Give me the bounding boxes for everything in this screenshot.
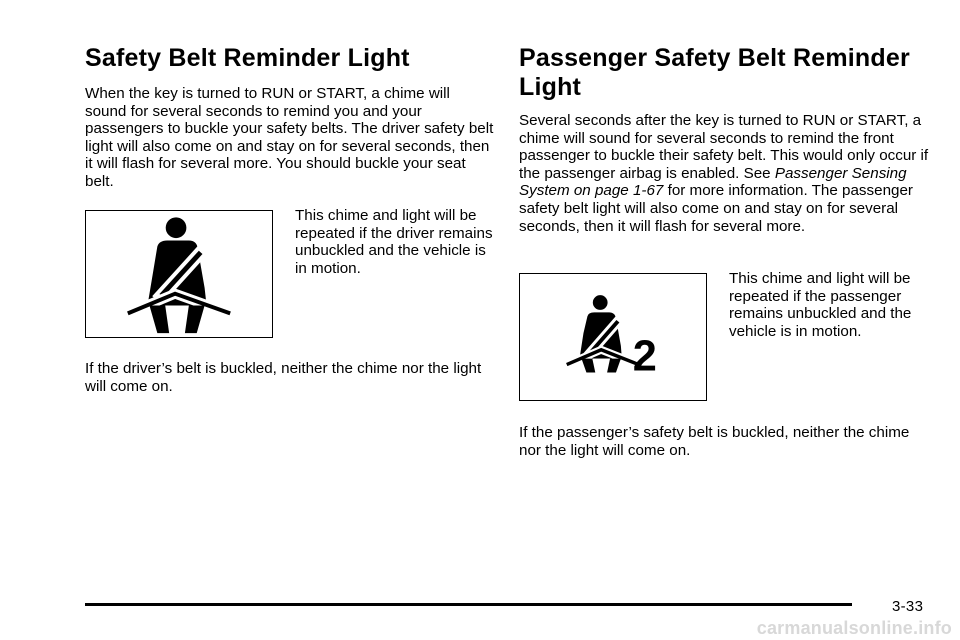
- passenger-side-paragraph: This chime and light will be repeated if the passenger remains unbuckled and the vehicle is in motion.: [729, 270, 912, 340]
- passenger-sensing-reference: Passenger Sensing System on page 1-67: [519, 164, 907, 200]
- watermark-text: carmanualsonline.info: [756, 618, 952, 638]
- driver-outro-paragraph: If the driver’s belt is buckled, neither the chime nor the light will come on.: [85, 360, 482, 395]
- passenger-seatbelt-figure: [519, 273, 707, 401]
- driver-side-paragraph: This chime and light will be repeated if the driver remains unbuckled and the vehicle is in motion.: [295, 207, 493, 277]
- section-heading-driver: Safety Belt Reminder Light: [85, 44, 410, 72]
- passenger-intro-text-a: Several seconds after the key is turned to RUN or START, a chime will sound for several seconds to remind the front passenger to buckle their safety belt. This would only occur if the passenger airbag is enabled. See: [519, 112, 929, 182]
- footer-rule: [85, 603, 852, 606]
- seatbelt-reminder-icon: [86, 211, 272, 337]
- passenger-outro-paragraph: If the passenger’s safety belt is buckled, neither the chime nor the light will come on.: [519, 424, 910, 459]
- passenger-seatbelt-reminder-icon: [520, 274, 706, 400]
- driver-intro-paragraph: When the key is turned to RUN or START, a chime will sound for several seconds to remind you and your passengers to buckle your safety belts. The driver safety belt light will also come on and stay on for several seconds, then it will flash for several more. You should buckle your seat belt.: [85, 85, 494, 190]
- passenger-intro-text-b: for more information. The passenger safety belt light will also come on and stay on for several seconds, then it will flash for several more.: [519, 182, 913, 235]
- page-number: 3-33: [892, 598, 924, 615]
- section-heading-passenger: Passenger Safety Belt Reminder Light: [519, 44, 910, 101]
- passenger-intro-paragraph: [519, 112, 929, 235]
- driver-seatbelt-figure: [85, 210, 273, 338]
- passenger-number-label: 2: [632, 332, 657, 381]
